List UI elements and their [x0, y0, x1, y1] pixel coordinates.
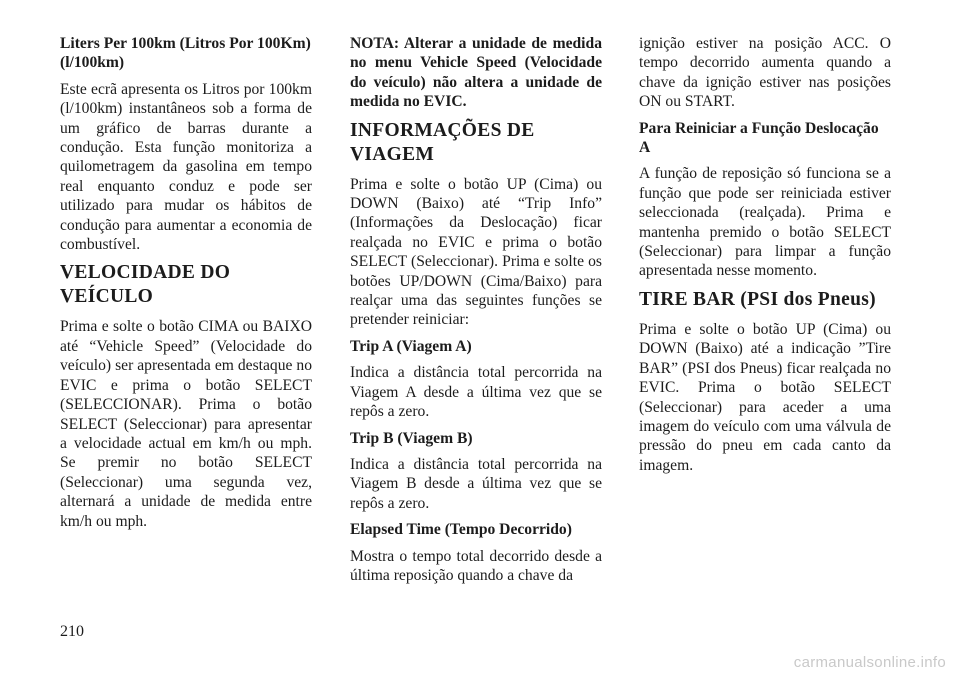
tire-bar-paragraph: Prima e solte o botão UP (Cima) ou DOWN (Baixo) até a indicação ”Tire BAR” (PSI dos Pneus) ficar realçada no EVIC. Prima o botão SELECT (Seleccionar) para aceder a uma imagem do veículo com uma válvula de pressão do pneu em cada canto da imagem. [639, 320, 891, 474]
reset-trip-heading: Para Reiniciar a Função Deslocação A [639, 119, 879, 157]
note-paragraph: NOTA: Alterar a unidade de medida no menu Vehicle Speed (Velocidade do veículo) não altera a unidade de medida no EVIC. [350, 35, 602, 111]
column-right [639, 34, 891, 482]
trip-info-heading: INFORMAÇÕES DE VIAGEM [350, 119, 535, 165]
liters-per-100km-paragraph: Este ecrã apresenta os Litros por 100km (l/100km) instantâneos sob a forma de um gráfico de barras durante a condução. Esta função monitoriza a quilometragem da gasolina em tempo real enquanto conduz e pode ser utilizado para mudar os hábitos de condução para aumentar a economia de combustível. [60, 80, 312, 254]
tire-bar-heading: TIRE BAR (PSI dos Pneus) [639, 288, 876, 310]
trip-a-paragraph: Indica a distância total percorrida na Viagem A desde a última vez que se repôs a zero. [350, 364, 602, 421]
vehicle-speed-heading: VELOCIDADE DO VEÍCULO [60, 262, 231, 308]
column-left [60, 34, 312, 538]
liters-per-100km-heading: Liters Per 100km (Litros Por 100Km) (l/100km) [60, 35, 311, 72]
trip-info-paragraph: Prima e solte o botão UP (Cima) ou DOWN (Baixo) até “Trip Info” (Informações da Deslocação) ficar realçada no EVIC e prima o botão SELECT (Seleccionar). Prima e solte os botões UP/DOWN (Cima/Baixo) para realçar uma das seguintes funções se pretender reiniciar: [350, 175, 602, 329]
elapsed-time-paragraph: Mostra o tempo total decorrido desde a última reposição quando a chave da [350, 547, 602, 584]
reset-trip-paragraph: A função de reposição só funciona se a função que pode ser reiniciada estiver seleccionada (realçada). Prima e mantenha premido o botão SELECT (Seleccionar) para limpar a função apresentada nesse momento. [639, 165, 891, 280]
trip-b-paragraph: Indica a distância total percorrida na Viagem B desde a última vez que se repôs a zero. [350, 455, 602, 512]
trip-a-heading: Trip A (Viagem A) [350, 337, 472, 355]
page-number: 210 [60, 623, 84, 640]
trip-b-heading: Trip B (Viagem B) [350, 429, 473, 447]
elapsed-time-continued: ignição estiver na posição ACC. O tempo decorrido aumenta quando a chave da ignição estiver nas posições ON ou START. [639, 35, 891, 111]
elapsed-time-heading: Elapsed Time (Tempo Decorrido) [350, 521, 572, 539]
watermark: carmanualsonline.info [793, 654, 946, 671]
vehicle-speed-paragraph: Prima e solte o botão CIMA ou BAIXO até “Vehicle Speed” (Velocidade do veículo) ser apresentada em destaque no EVIC e prima o botão SELECT (SELECCIONAR). Prima o botão SELECT (Seleccionar) para apresentar a velocidade actual em km/h ou mph. Se premir no botão SELECT (Seleccionar) uma segunda vez, alternará a unidade de medida entre km/h ou mph. [60, 318, 312, 530]
column-middle [350, 34, 602, 592]
